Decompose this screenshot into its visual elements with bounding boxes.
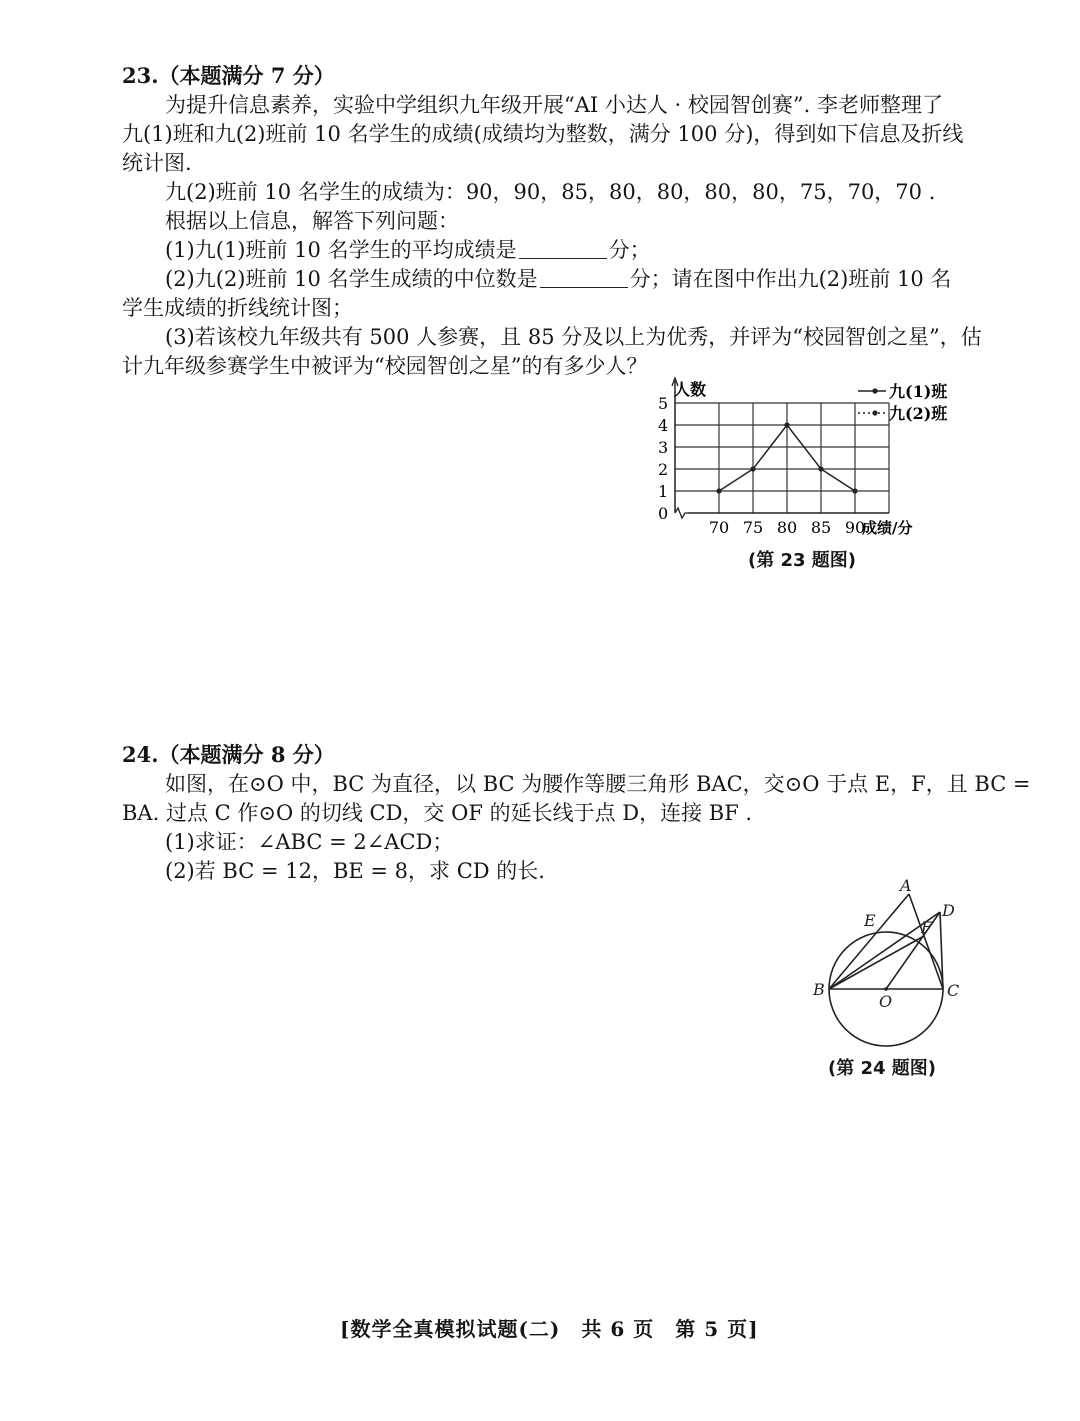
q23-figure-caption: (第 23 题图)	[748, 550, 857, 571]
q24-intro-2: BA. 过点 C 作⊙O 的切线 CD，交 OF 的延长线于点 D，连接 BF .	[122, 801, 753, 825]
answer-blank-1[interactable]	[519, 238, 607, 259]
q23-intro-3: 统计图.	[122, 151, 192, 175]
center-point-o	[884, 987, 888, 991]
legend-label-class1: 九(1)班	[889, 382, 948, 401]
q23-part2-rest: 分；请在图中作出九(2)班前 10 名	[629, 267, 952, 291]
y-tick-label: 0	[658, 504, 669, 523]
label-c: C	[947, 981, 960, 1000]
q23-header: 23.（本题满分 7 分）	[122, 63, 335, 88]
chart-xlabel: 成绩/分	[862, 519, 913, 537]
q23-part3: (3)若该校九年级共有 500 人参赛，且 85 分及以上为优秀，并评为“校园智创之星”，估	[165, 325, 982, 349]
data-point	[784, 422, 789, 427]
y-tick-label: 1	[658, 482, 669, 501]
x-tick-label: 80	[776, 518, 798, 537]
q23-instruction: 根据以上信息，解答下列问题：	[165, 209, 459, 233]
label-f: F	[921, 918, 933, 937]
q24-part1: (1)求证：∠ABC = 2∠ACD；	[165, 830, 454, 854]
y-tick-label: 2	[658, 460, 669, 479]
chart-axis-break	[675, 508, 688, 518]
x-tick-label: 90	[844, 518, 866, 537]
q24-intro-1: 如图，在⊙O 中，BC 为直径，以 BC 为腰作等腰三角形 BAC，交⊙O 于点 E，F，且 BC =	[165, 772, 1031, 796]
x-tick-label: 70	[708, 518, 730, 537]
legend-marker-class1	[872, 388, 877, 393]
y-tick-label: 5	[658, 394, 669, 413]
data-point	[852, 488, 857, 493]
x-tick-label: 85	[810, 518, 832, 537]
q23-part1-text: (1)九(1)班前 10 名学生的平均成绩是	[165, 238, 517, 262]
y-tick-label: 3	[658, 438, 669, 457]
label-o: O	[879, 992, 893, 1011]
answer-blank-2[interactable]	[540, 267, 628, 288]
data-point	[750, 466, 755, 471]
label-e: E	[864, 911, 876, 930]
q23-class2-scores: 九(2)班前 10 名学生的成绩为：90，90，85，80，80，80，80，75，70，70 .	[165, 180, 936, 204]
page-footer: [数学全真模拟试题(二) 共 6 页 第 5 页]	[340, 1317, 759, 1341]
q23-part2	[165, 265, 951, 293]
q23-part2-text: (2)九(2)班前 10 名学生成绩的中位数是	[165, 267, 538, 291]
q24-figure-caption: (第 24 题图)	[828, 1058, 937, 1079]
q24-geometry-figure	[800, 870, 980, 1050]
chart-x-ticks	[709, 518, 865, 537]
segment-bf	[829, 936, 924, 989]
data-point	[716, 488, 721, 493]
chart-ylabel: 人数	[674, 380, 707, 399]
legend-marker-class2	[872, 410, 877, 415]
q23-part3-cont: 计九年级参赛学生中被评为“校园智创之星”的有多少人？	[122, 354, 648, 378]
q23-part1-unit: 分；	[608, 238, 651, 262]
q23-part1	[165, 236, 651, 264]
q23-line-chart	[640, 370, 970, 546]
q24-header: 24.（本题满分 8 分）	[122, 742, 335, 767]
data-point	[818, 466, 823, 471]
chart-grid	[675, 403, 889, 513]
q23-intro-1: 为提升信息素养，实验中学组织九年级开展“AI 小达人 · 校园智创赛”. 李老师整理了	[165, 93, 943, 117]
legend-label-class2: 九(2)班	[889, 404, 948, 423]
q23-intro-2: 九(1)班和九(2)班前 10 名学生的成绩(成绩均为整数，满分 100 分)，得到如下信息及折线	[122, 122, 964, 146]
q24-part2: (2)若 BC = 12，BE = 8，求 CD 的长.	[165, 859, 545, 883]
label-b: B	[813, 980, 825, 999]
chart-y-ticks	[658, 394, 668, 523]
x-tick-label: 75	[742, 518, 764, 537]
label-a: A	[900, 876, 912, 895]
label-d: D	[942, 901, 955, 920]
q23-part2-cont: 学生成绩的折线统计图；	[122, 296, 353, 320]
y-tick-label: 4	[658, 416, 669, 435]
